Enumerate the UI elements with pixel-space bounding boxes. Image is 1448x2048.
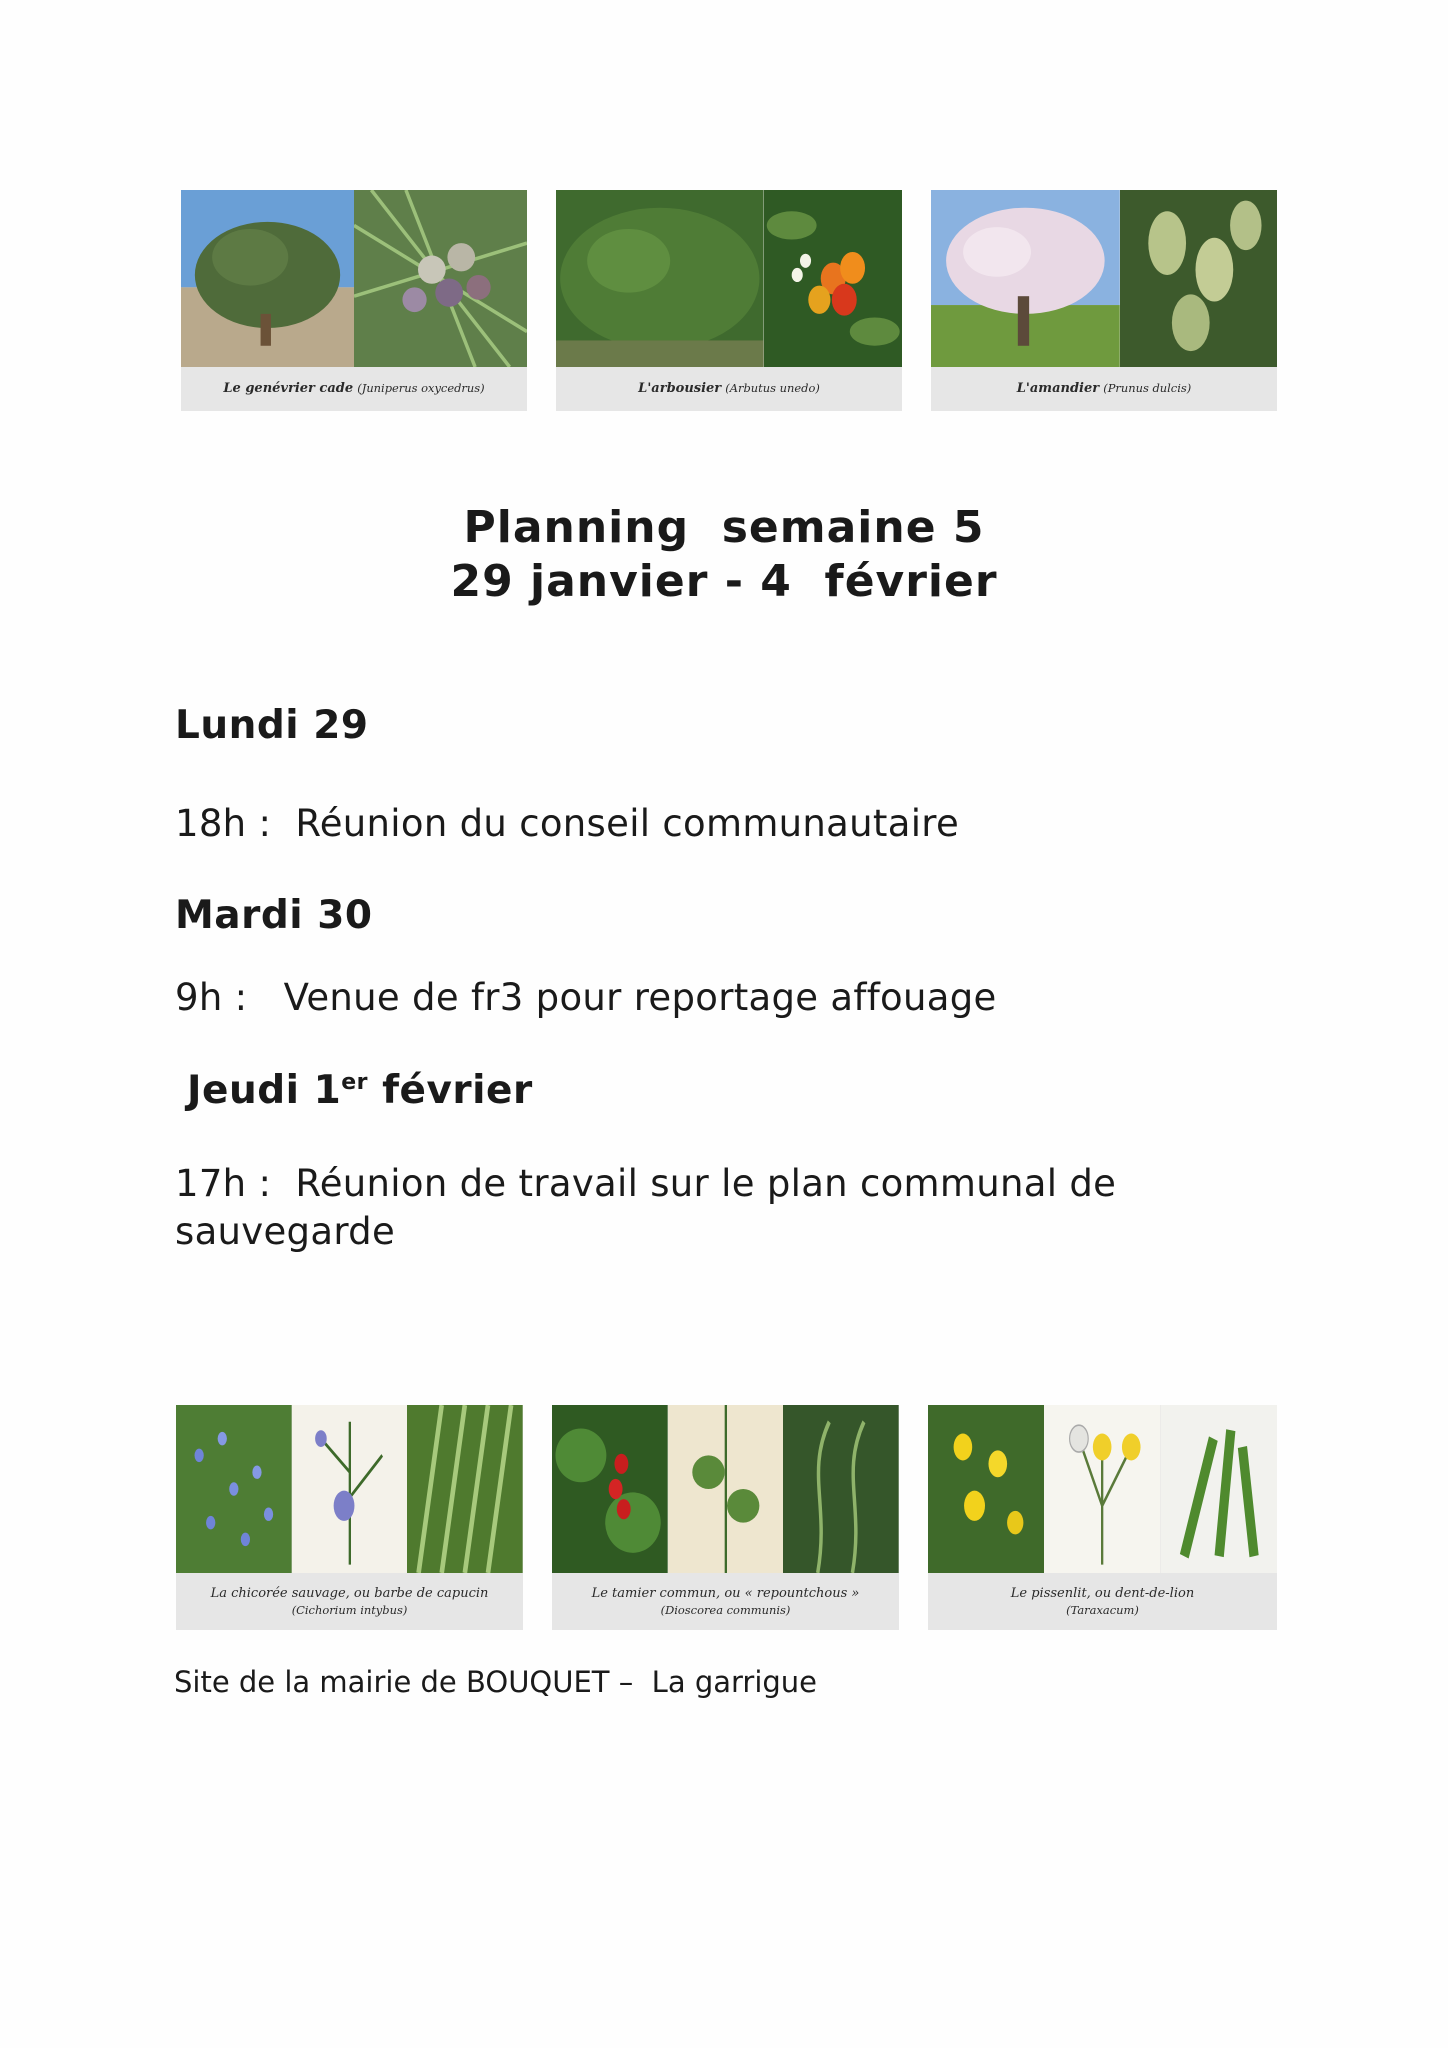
plant-card-juniper [181, 190, 527, 411]
arbutus-fruit-photo [764, 190, 902, 367]
title-line-dates: 29 janvier - 4 février [450, 556, 998, 607]
dandelion-flowers-photo [928, 1405, 1044, 1573]
event-time: 9h : [175, 976, 248, 1019]
juniper-berries-photo [354, 190, 527, 367]
plant-caption: Le pissenlit, ou dent-de-lion (Taraxacum) [1010, 1586, 1195, 1617]
day-heading-tuesday: Mardi 30 [175, 893, 373, 938]
plant-card-almond [931, 190, 1277, 411]
chicory-leaves-photo [407, 1405, 523, 1573]
black-bryony-berries-photo [552, 1405, 668, 1573]
bryony-shoots-photo [783, 1405, 899, 1573]
plant-card-chicory [176, 1405, 523, 1630]
event-tuesday [175, 974, 1325, 1022]
event-monday [175, 800, 1325, 848]
day-heading-thursday: Jeudi 1er février [187, 1068, 533, 1113]
dioscorea-illustration [668, 1405, 784, 1573]
plant-card-tamier [552, 1405, 899, 1630]
plant-card-arbutus [556, 190, 902, 411]
event-thursday [175, 1160, 1325, 1256]
plant-caption: Le genévrier cade (Juniperus oxycedrus) [223, 381, 485, 396]
plant-caption: L'arbousier (Arbutus unedo) [638, 381, 820, 396]
almond-nuts-photo [1120, 190, 1277, 367]
event-text: Venue de fr3 pour reportage affouage [283, 976, 997, 1019]
chicory-illustration [292, 1405, 408, 1573]
event-text: Réunion de travail sur le plan communal de sauvegarde [175, 1162, 1129, 1253]
plant-card-dandelion [928, 1405, 1277, 1630]
dandelion-illustration [1044, 1405, 1160, 1573]
footer-site-credit: Site de la mairie de BOUQUET – La garrigue [174, 1665, 818, 1699]
juniper-tree-photo [181, 190, 354, 367]
plant-caption: Le tamier commun, ou « repountchous » (Dioscorea communis) [591, 1586, 860, 1617]
dandelion-leaves-photo [1161, 1405, 1277, 1573]
event-time: 18h : [175, 802, 272, 845]
strawberry-tree-photo [556, 190, 764, 367]
almond-blossom-photo [931, 190, 1120, 367]
event-time: 17h : [175, 1162, 272, 1205]
page-title [0, 501, 1448, 609]
chicory-field-photo [176, 1405, 292, 1573]
event-text: Réunion du conseil communautaire [295, 802, 960, 845]
title-line-week: Planning semaine 5 [463, 502, 985, 553]
plant-caption: L'amandier (Prunus dulcis) [1016, 381, 1192, 396]
day-heading-monday: Lundi 29 [175, 703, 369, 748]
plant-caption: La chicorée sauvage, ou barbe de capucin (Cichorium intybus) [210, 1586, 489, 1617]
